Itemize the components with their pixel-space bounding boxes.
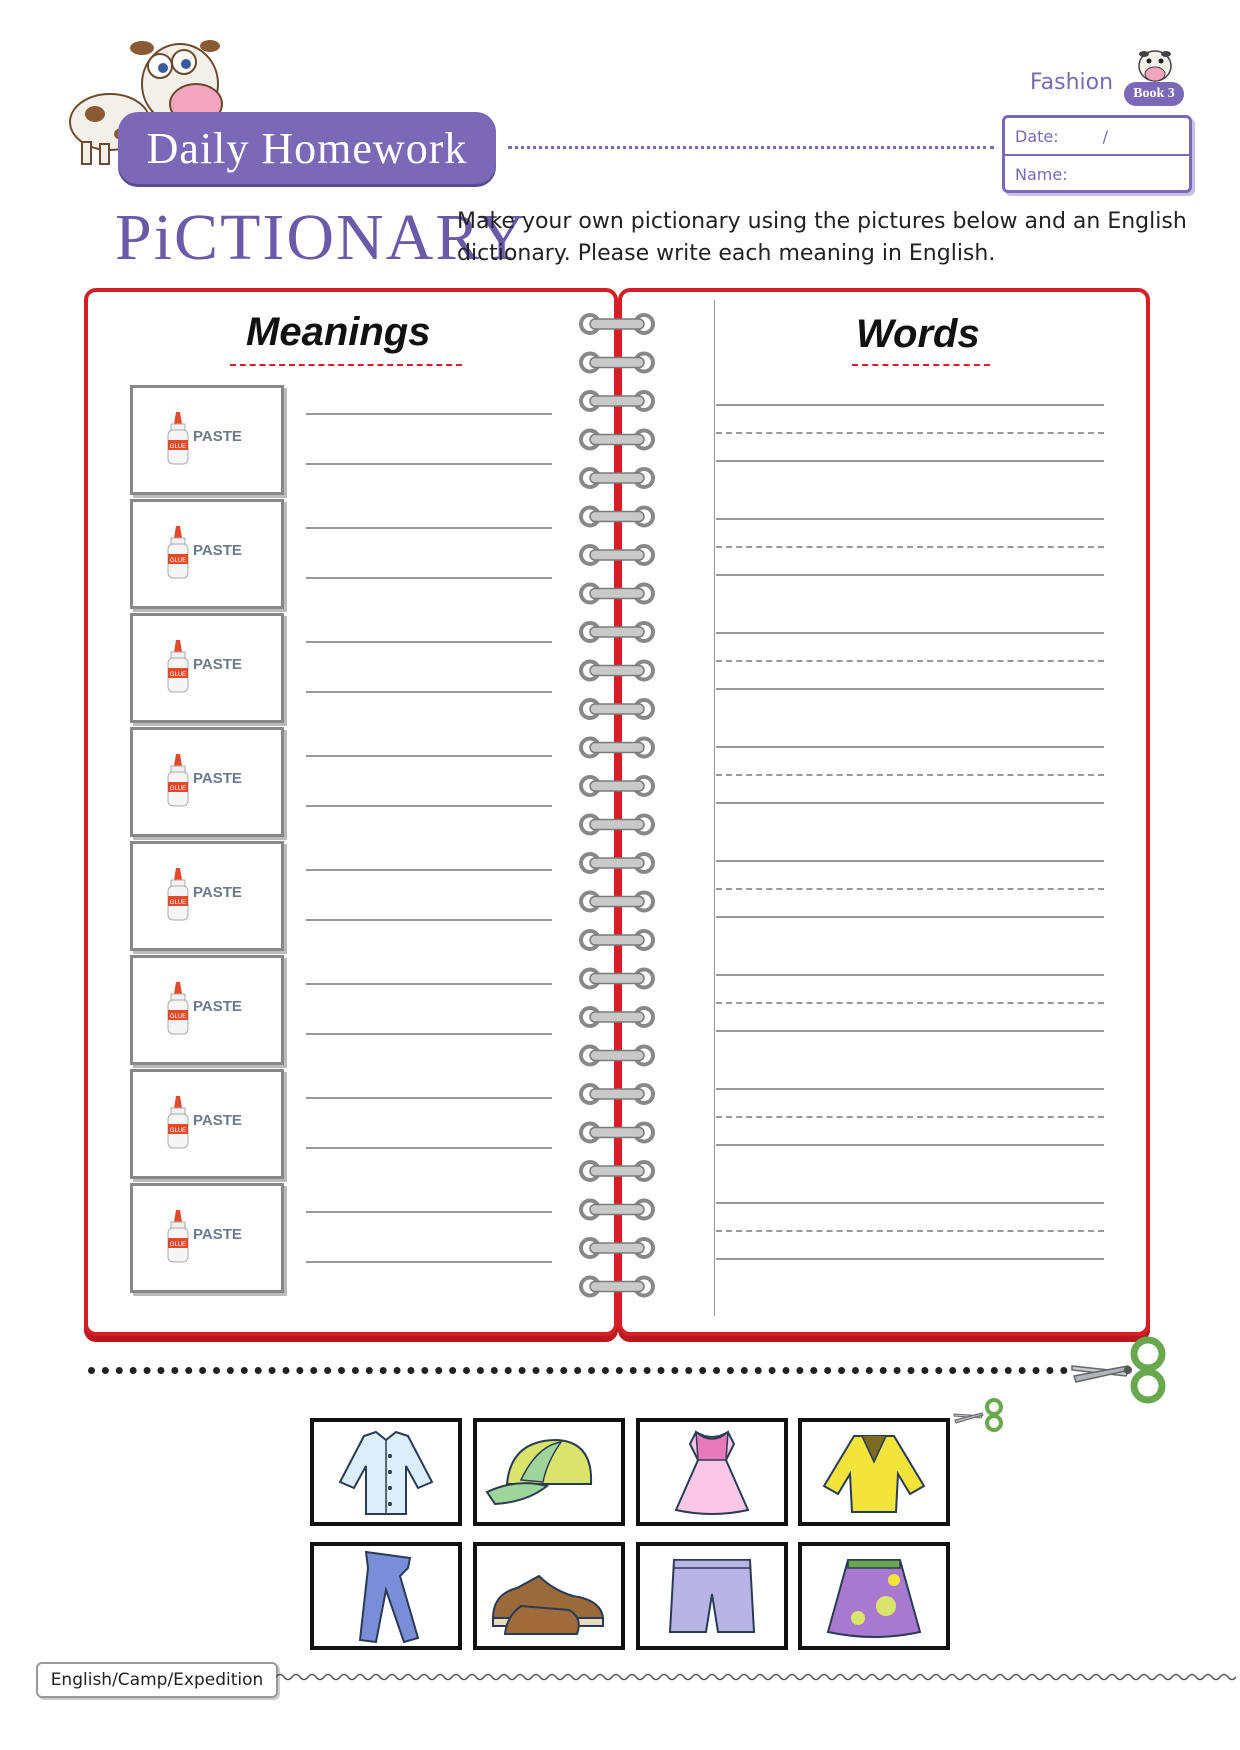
- banner-title: Daily Homework: [146, 123, 468, 173]
- picture-card-shirt: [310, 1418, 462, 1526]
- picture-card-dress: [636, 1418, 788, 1526]
- meaning-writing-line[interactable]: [306, 1147, 552, 1149]
- word-writing-line[interactable]: [716, 1230, 1104, 1232]
- glue-bottle-icon: [165, 1210, 191, 1264]
- meaning-writing-line[interactable]: [306, 1033, 552, 1035]
- meaning-writing-line[interactable]: [306, 919, 552, 921]
- words-margin-line: [714, 300, 715, 1316]
- glue-label: GLUE: [169, 558, 187, 564]
- word-writing-line[interactable]: [716, 1088, 1104, 1090]
- spiral-ring: [581, 1047, 653, 1065]
- cut-dotted-line: [88, 1367, 1068, 1374]
- picture-card-skirt: [798, 1542, 950, 1650]
- spiral-ring: [581, 1085, 653, 1103]
- paste-card: [130, 955, 284, 1065]
- meaning-writing-line[interactable]: [306, 1261, 552, 1263]
- paste-label: PASTE: [193, 428, 242, 445]
- spiral-ring: [581, 1124, 653, 1142]
- glue-bottle-icon: [165, 868, 191, 922]
- shorts-icon: [640, 1546, 784, 1646]
- glue-label: GLUE: [169, 1014, 187, 1020]
- glue-label: GLUE: [169, 900, 187, 906]
- word-writing-line[interactable]: [716, 404, 1104, 406]
- word-writing-line[interactable]: [716, 1258, 1104, 1260]
- spiral-ring: [581, 585, 653, 603]
- picture-card-pants: [310, 1542, 462, 1650]
- glue-bottle-icon: [165, 1096, 191, 1150]
- spiral-ring: [581, 1201, 653, 1219]
- paste-label: PASTE: [193, 998, 242, 1015]
- picture-card-cap: [473, 1418, 625, 1526]
- meaning-writing-line[interactable]: [306, 1097, 552, 1099]
- picture-card-shoes: [473, 1542, 625, 1650]
- paste-card: [130, 385, 284, 495]
- paste-card: [130, 727, 284, 837]
- glue-bottle-icon: [165, 640, 191, 694]
- paste-label: PASTE: [193, 770, 242, 787]
- picture-card-shorts: [636, 1542, 788, 1650]
- spiral-ring: [581, 1239, 653, 1257]
- shirt-icon: [314, 1422, 458, 1522]
- glue-bottle-icon: [165, 982, 191, 1036]
- paste-card: [130, 499, 284, 609]
- word-writing-line[interactable]: [716, 518, 1104, 520]
- cap-icon: [477, 1422, 621, 1522]
- meaning-writing-line[interactable]: [306, 463, 552, 465]
- spiral-ring: [581, 931, 653, 949]
- spiral-ring: [581, 354, 653, 372]
- meaning-writing-line[interactable]: [306, 691, 552, 693]
- name-field[interactable]: [1005, 156, 1189, 192]
- spiral-binding: [572, 308, 662, 1308]
- pants-icon: [314, 1546, 458, 1646]
- paste-card: [130, 841, 284, 951]
- glue-label: GLUE: [169, 1128, 187, 1134]
- word-writing-line[interactable]: [716, 574, 1104, 576]
- word-writing-line[interactable]: [716, 774, 1104, 776]
- paste-card: [130, 613, 284, 723]
- topic-label: Fashion: [1030, 70, 1114, 95]
- paste-card: [130, 1069, 284, 1179]
- word-writing-line[interactable]: [716, 916, 1104, 918]
- word-writing-line[interactable]: [716, 546, 1104, 548]
- shoes-icon: [477, 1546, 621, 1646]
- glue-label: GLUE: [169, 672, 187, 678]
- word-writing-line[interactable]: [716, 860, 1104, 862]
- word-writing-line[interactable]: [716, 1202, 1104, 1204]
- scissors-icon: [1068, 1336, 1172, 1404]
- skirt-icon: [802, 1546, 946, 1646]
- footer-wavy-line: [276, 1670, 1236, 1684]
- page-title: PiCTIONARY: [115, 201, 528, 274]
- meaning-writing-line[interactable]: [306, 869, 552, 871]
- glue-label: GLUE: [169, 1242, 187, 1248]
- dress-icon: [640, 1422, 784, 1522]
- small-scissors-icon: [952, 1398, 1006, 1432]
- glue-label: GLUE: [169, 444, 187, 450]
- meanings-heading-underline: [230, 364, 462, 366]
- date-separator: /: [1102, 126, 1109, 146]
- meanings-heading: Meanings: [246, 310, 431, 354]
- word-writing-line[interactable]: [716, 974, 1104, 976]
- spiral-ring: [581, 777, 653, 795]
- spiral-ring: [581, 854, 653, 872]
- word-writing-line[interactable]: [716, 688, 1104, 690]
- meaning-writing-line[interactable]: [306, 755, 552, 757]
- glue-bottle-icon: [165, 412, 191, 466]
- glue-bottle-icon: [165, 526, 191, 580]
- spiral-ring: [581, 469, 653, 487]
- spiral-ring: [581, 816, 653, 834]
- date-name-box: [1002, 115, 1192, 193]
- word-writing-line[interactable]: [716, 1144, 1104, 1146]
- header-dotted-line: [508, 146, 994, 149]
- meaning-writing-line[interactable]: [306, 577, 552, 579]
- paste-label: PASTE: [193, 1226, 242, 1243]
- word-writing-line[interactable]: [716, 746, 1104, 748]
- date-label: Date:: [1015, 126, 1059, 146]
- name-label: Name:: [1015, 164, 1068, 184]
- meaning-writing-line[interactable]: [306, 527, 552, 529]
- jacket-icon: [802, 1422, 946, 1522]
- book-badge: Book 3: [1124, 82, 1184, 106]
- spiral-ring: [581, 546, 653, 564]
- meaning-writing-line[interactable]: [306, 1211, 552, 1213]
- instructions-text: Make your own pictionary using the pictures below and an English dictionary. Please write each meaning in English.: [457, 209, 1187, 266]
- paste-label: PASTE: [193, 656, 242, 673]
- spiral-ring: [581, 893, 653, 911]
- word-writing-line[interactable]: [716, 1116, 1104, 1118]
- words-heading: Words: [856, 312, 980, 356]
- meaning-writing-line[interactable]: [306, 983, 552, 985]
- word-writing-line[interactable]: [716, 632, 1104, 634]
- picture-card-jacket: [798, 1418, 950, 1526]
- cow-small-icon: [1134, 46, 1176, 84]
- words-heading-underline: [852, 364, 990, 366]
- spiral-ring: [581, 739, 653, 757]
- spiral-ring: [581, 700, 653, 718]
- glue-label: GLUE: [169, 786, 187, 792]
- spiral-ring: [581, 392, 653, 410]
- spiral-ring: [581, 1162, 653, 1180]
- spiral-ring: [581, 623, 653, 641]
- spiral-ring: [581, 431, 653, 449]
- spiral-ring: [581, 1278, 653, 1296]
- word-writing-line[interactable]: [716, 888, 1104, 890]
- footer-label: English/Camp/Expedition: [36, 1662, 278, 1698]
- spiral-ring: [581, 970, 653, 988]
- paste-label: PASTE: [193, 542, 242, 559]
- right-notebook-page: [618, 288, 1150, 1336]
- word-writing-line[interactable]: [716, 802, 1104, 804]
- spiral-ring: [581, 1008, 653, 1026]
- spiral-ring: [581, 508, 653, 526]
- date-field[interactable]: [1005, 118, 1189, 156]
- meaning-writing-line[interactable]: [306, 805, 552, 807]
- word-writing-line[interactable]: [716, 432, 1104, 434]
- glue-bottle-icon: [165, 754, 191, 808]
- word-writing-line[interactable]: [716, 660, 1104, 662]
- word-writing-line[interactable]: [716, 1030, 1104, 1032]
- spiral-ring: [581, 662, 653, 680]
- spiral-ring: [581, 315, 653, 333]
- word-writing-line[interactable]: [716, 460, 1104, 462]
- paste-label: PASTE: [193, 884, 242, 901]
- word-writing-line[interactable]: [716, 1002, 1104, 1004]
- meaning-writing-line[interactable]: [306, 641, 552, 643]
- meaning-writing-line[interactable]: [306, 413, 552, 415]
- paste-card: [130, 1183, 284, 1293]
- daily-homework-banner: [118, 112, 496, 184]
- paste-label: PASTE: [193, 1112, 242, 1129]
